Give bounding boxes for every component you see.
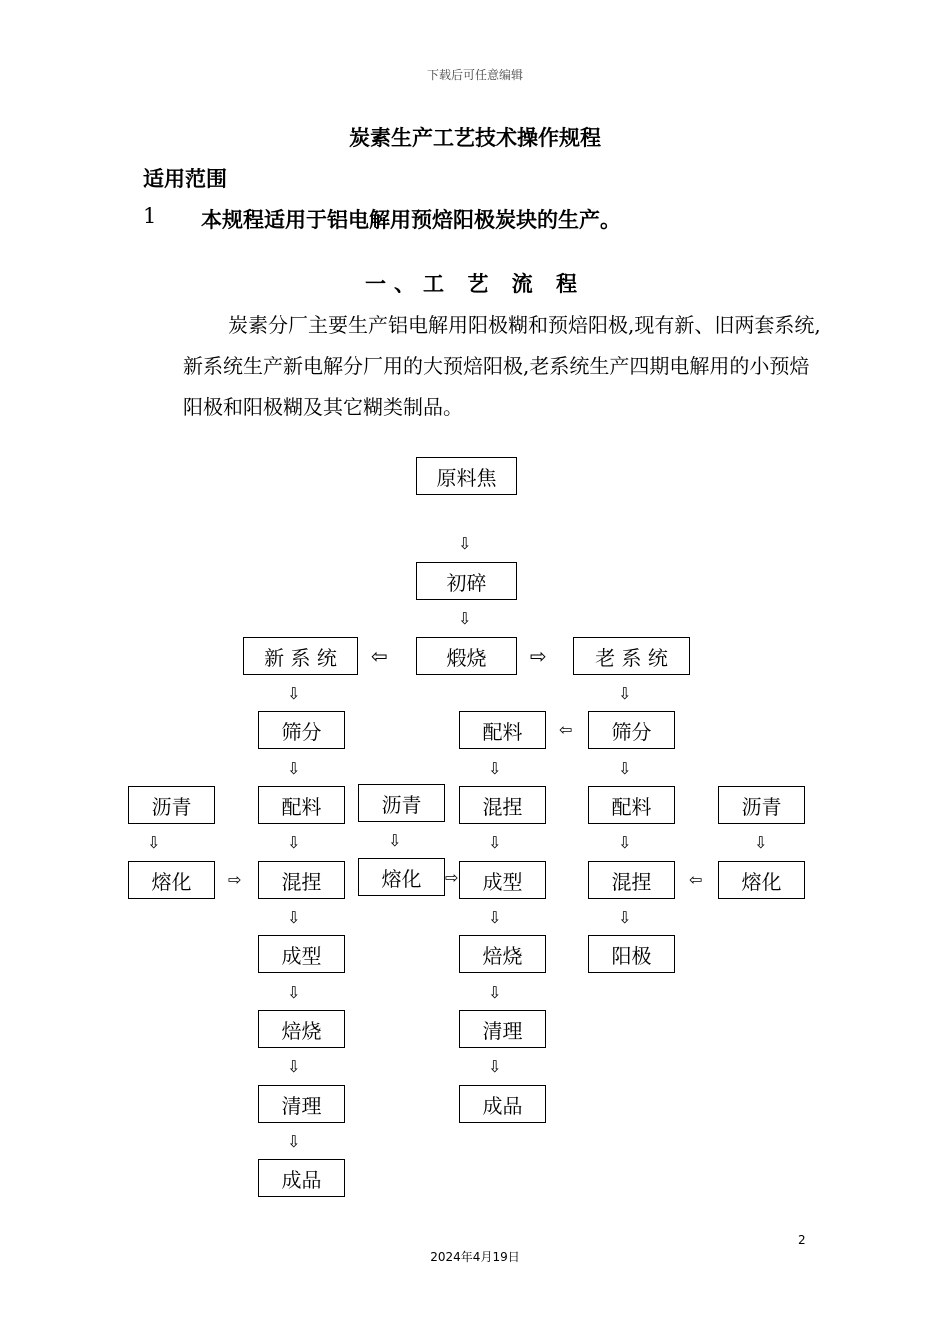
- scope-item-text: 本规程适用于铝电解用预焙阳极炭块的生产。: [201, 208, 621, 232]
- arrow-down: ⇩: [488, 908, 502, 927]
- section-heading: 一、工 艺 流 程: [365, 272, 585, 296]
- arrow-down: ⇩: [287, 1057, 301, 1076]
- box-raw-coke: 原料焦: [416, 457, 517, 495]
- box-old-kneading: 混捏: [588, 861, 675, 899]
- box-mid-kneading: 混捏: [459, 786, 546, 824]
- page-number: 2: [798, 1233, 806, 1247]
- box-new-system: 新 系 统: [243, 637, 358, 675]
- box-new-melting: 熔化: [128, 861, 215, 899]
- box-mid-product: 成品: [459, 1085, 546, 1123]
- arrow-left: ⇦: [559, 720, 573, 739]
- box-old-melting: 熔化: [718, 861, 805, 899]
- box-new-kneading: 混捏: [258, 861, 345, 899]
- arrow-down: ⇩: [458, 534, 472, 553]
- box-calcining: 煅烧: [416, 637, 517, 675]
- box-new-batching: 配料: [258, 786, 345, 824]
- arrow-down: ⇩: [488, 983, 502, 1002]
- arrow-down: ⇩: [488, 833, 502, 852]
- box-new-baking: 焙烧: [258, 1010, 345, 1048]
- arrow-down: ⇩: [618, 833, 632, 852]
- arrow-down: ⇩: [287, 833, 301, 852]
- box-new-sieving: 筛分: [258, 711, 345, 749]
- box-new-cleaning: 清理: [258, 1085, 345, 1123]
- arrow-down: ⇩: [287, 908, 301, 927]
- arrow-right: ⇨: [530, 644, 547, 668]
- arrow-left: ⇦: [371, 644, 388, 668]
- box-new-pitch: 沥青: [128, 786, 215, 824]
- arrow-right: ⇨: [445, 868, 459, 887]
- box-old-anode: 阳极: [588, 935, 675, 973]
- box-mid-melting: 熔化: [358, 858, 445, 896]
- document-title: 炭素生产工艺技术操作规程: [349, 126, 601, 150]
- intro-paragraph: 炭素分厂主要生产铝电解用阳极糊和预焙阳极,现有新、旧两套系统,新系统生产新电解分厂用的大预焙阳极,老系统生产四期电解用的小预焙阳极和阳极糊及其它糊类制品。: [183, 313, 821, 419]
- arrow-down: ⇩: [287, 983, 301, 1002]
- arrow-down: ⇩: [618, 684, 632, 703]
- box-old-sieving: 筛分: [588, 711, 675, 749]
- arrow-down: ⇩: [287, 759, 301, 778]
- arrow-down: ⇩: [388, 831, 402, 850]
- arrow-down: ⇩: [618, 908, 632, 927]
- box-mid-cleaning: 清理: [459, 1010, 546, 1048]
- page-header: 下载后可任意编辑: [426, 68, 523, 82]
- box-mid-forming: 成型: [459, 861, 546, 899]
- box-mid-baking: 焙烧: [459, 935, 546, 973]
- scope-heading: 适用范围: [143, 167, 227, 191]
- arrow-right: ⇨: [228, 870, 242, 889]
- arrow-down: ⇩: [754, 833, 768, 852]
- box-old-system: 老 系 统: [573, 637, 690, 675]
- box-mid-batching: 配料: [459, 711, 546, 749]
- arrow-down: ⇩: [618, 759, 632, 778]
- box-old-batching: 配料: [588, 786, 675, 824]
- arrow-down: ⇩: [287, 1132, 301, 1151]
- footer-date: 2024年4月19日: [430, 1250, 520, 1264]
- scope-item-number: 1: [143, 204, 157, 228]
- arrow-down: ⇩: [488, 759, 502, 778]
- box-mid-pitch: 沥青: [358, 784, 445, 822]
- box-old-pitch: 沥青: [718, 786, 805, 824]
- box-new-forming: 成型: [258, 935, 345, 973]
- arrow-left: ⇦: [689, 870, 703, 889]
- box-crushing: 初碎: [416, 562, 517, 600]
- arrow-down: ⇩: [287, 684, 301, 703]
- box-new-product: 成品: [258, 1159, 345, 1197]
- arrow-down: ⇩: [458, 609, 472, 628]
- arrow-down: ⇩: [147, 833, 161, 852]
- arrow-down: ⇩: [488, 1057, 502, 1076]
